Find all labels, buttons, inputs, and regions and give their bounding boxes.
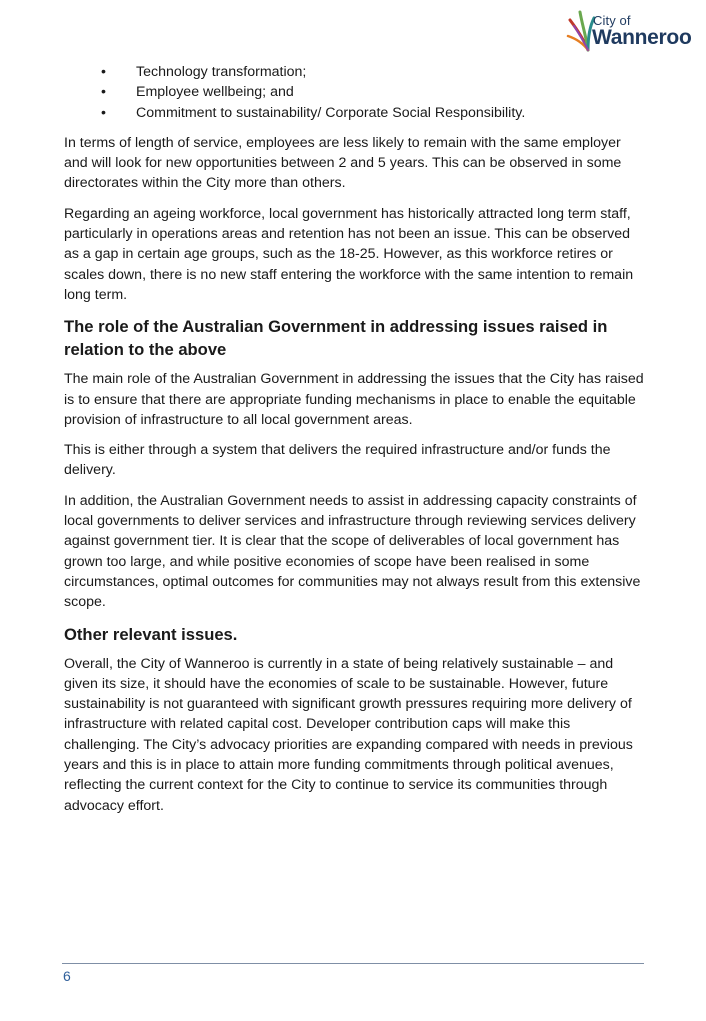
section-heading: The role of the Australian Government in addressing issues raised in relation to the above <box>64 317 608 360</box>
logo-city-text: City of <box>593 13 631 28</box>
bullet-list <box>64 62 646 123</box>
city-of-wanneroo-logo <box>566 6 700 56</box>
list-item-text: Technology transformation; <box>136 64 307 80</box>
paragraph: In addition, the Australian Government needs to assist in addressing capacity constraints of local governments to deliver services and infrastructure through reviewing services delivery against government tier. It is clear that the scope of deliverables of local government has grown too large, and while positive economies of scope have been realised in some circumstances, optimal outcomes for communities may not always result from this extensive scope. <box>64 492 641 611</box>
bullet-dot: • <box>101 84 106 101</box>
list-item-text: Commitment to sustainability/ Corporate Social Responsibility. <box>136 104 526 121</box>
list-item <box>64 103 646 123</box>
document-body <box>64 62 646 826</box>
paragraph: Regarding an ageing workforce, local government has historically attracted long term staff, particularly in operations areas and retention has not been an issue. This can be observed as a gap in certain age groups, such as the 18-25. However, as this workforce retires or scales down, there is no new staff entering the workforce with the same intention to remain long term. <box>64 205 634 303</box>
paragraph: In terms of length of service, employees are less likely to remain with the same employer and will look for new opportunities between 2 and 5 years. This can be observed in some directorates within the City more than others. <box>64 134 622 192</box>
bullet-dot: • <box>101 104 106 121</box>
section-heading: Other relevant issues. <box>64 624 238 644</box>
list-item <box>64 82 646 102</box>
list-item <box>64 62 646 82</box>
footer-divider <box>62 963 644 964</box>
paragraph: This is either through a system that delivers the required infrastructure and/or funds the delivery. <box>64 442 611 479</box>
list-item-text: Employee wellbeing; and <box>136 84 294 101</box>
paragraph: The main role of the Australian Government in addressing the issues that the City has raised is to ensure that there are appropriate funding mechanisms in place to enable the equitable provision of infrastructure to all local government areas. <box>64 371 644 428</box>
logo-name-text: Wanneroo <box>592 26 692 49</box>
bullet-dot: • <box>101 64 106 80</box>
paragraph: Overall, the City of Wanneroo is currently in a state of being relatively sustainable – and given its size, it should have the economies of scale to be sustainable. However, future sustainability is not guaranteed with significant growth pressures requiring more delivery of infrastructure with related capital cost. Developer contribution caps will make this challenging. The City’s advocacy priorities are expanding compared with needs in previous years and this is in place to attain more funding commitments through political avenues, reflecting the current context for the City to continue to service its communities through advocacy effort. <box>64 655 633 814</box>
page-number: 6 <box>63 968 71 984</box>
